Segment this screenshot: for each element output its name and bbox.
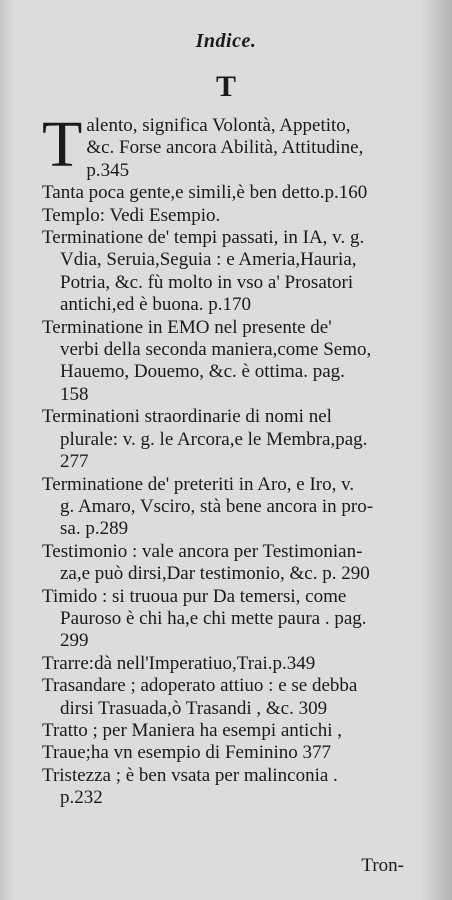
index-entry [42,406,437,473]
entry-line: Terminatione in EMO nel presente de' [42,316,332,338]
entry-line: sa. p.289 [60,518,129,540]
entry-line: plurale: v. g. le Arcora,e le Membra,pag. [60,428,368,450]
entry-line: Trarre:dà nell'Imperatiuo,Trai.p.349 [42,652,316,674]
entry-line: Timido : si truoua pur Da temersi, come [42,585,347,607]
entry-line: 299 [60,630,89,652]
entry-line: za,e può dirsi,Dar testimonio, &c. p. 290 [60,563,370,585]
entry-line: Vdia, Seruia,Seguia : e Ameria,Hauria, [60,249,357,271]
index-entry [42,205,437,227]
entry-line: Tratto ; per Maniera ha esempi antichi , [42,719,343,741]
entry-line: verbi della seconda maniera,come Semo, [60,339,372,361]
index-entry [42,317,437,407]
section-letter: T [215,70,236,103]
running-head: Indice. [195,30,257,52]
entry-line: dirsi Trasuada,ò Trasandi , &c. 309 [60,697,328,719]
entry-line: Terminatione de' preteriti in Aro, e Iro, v. [42,473,355,495]
entry-line: Terminationi straordinarie di nomi nel [42,406,332,428]
catchword: Tron- [361,855,404,876]
index-entry [42,108,437,182]
entry-line: Testimonio : vale ancora per Testimonian- [42,540,363,562]
entry-line: Terminatione de' tempi passati, in IA, v. g. [42,227,365,249]
index-entry [42,182,437,204]
index-entry [42,742,437,764]
entry-line: &c. Forse ancora Abilità, Attitudine, [86,137,364,159]
entry-line: p.232 [60,787,103,809]
entry-line: Tristezza ; è ben vsata per malinconia . [42,764,338,786]
entry-line: Tanta poca gente,e simili,è ben detto.p.160 [42,182,368,204]
index-entries [42,108,437,810]
index-entry [42,653,437,675]
entry-line: Trasandare ; adoperato attiuo : e se debba [42,675,358,697]
entry-line: Traue;ha vn esempio di Feminino 377 [42,742,332,764]
entry-line: Pauroso è chi ha,e chi mette paura . pag. [60,607,367,629]
entry-line: 277 [60,451,89,473]
entry-line: g. Amaro, Vsciro, stà bene ancora in pro- [60,495,374,517]
entry-line: Templo: Vedi Esempio. [42,204,221,226]
index-entry [42,474,437,541]
entry-line: Hauemo, Douemo, &c. è ottima. pag. [60,361,345,383]
index-entry [42,586,437,653]
drop-cap: T [42,108,83,181]
entry-line: 158 [60,383,89,405]
index-entry [42,227,437,317]
index-entry [42,720,437,742]
index-entry [42,765,437,810]
index-entry [42,541,437,586]
entry-line: alento, significa Volontà, Appetito, [86,115,351,136]
entry-line: Potria, &c. fù molto in vso a' Prosatori [60,271,354,293]
entry-line: antichi,ed è buona. p.170 [60,294,252,316]
entry-line: p.345 [86,159,130,181]
index-entry [42,675,437,720]
